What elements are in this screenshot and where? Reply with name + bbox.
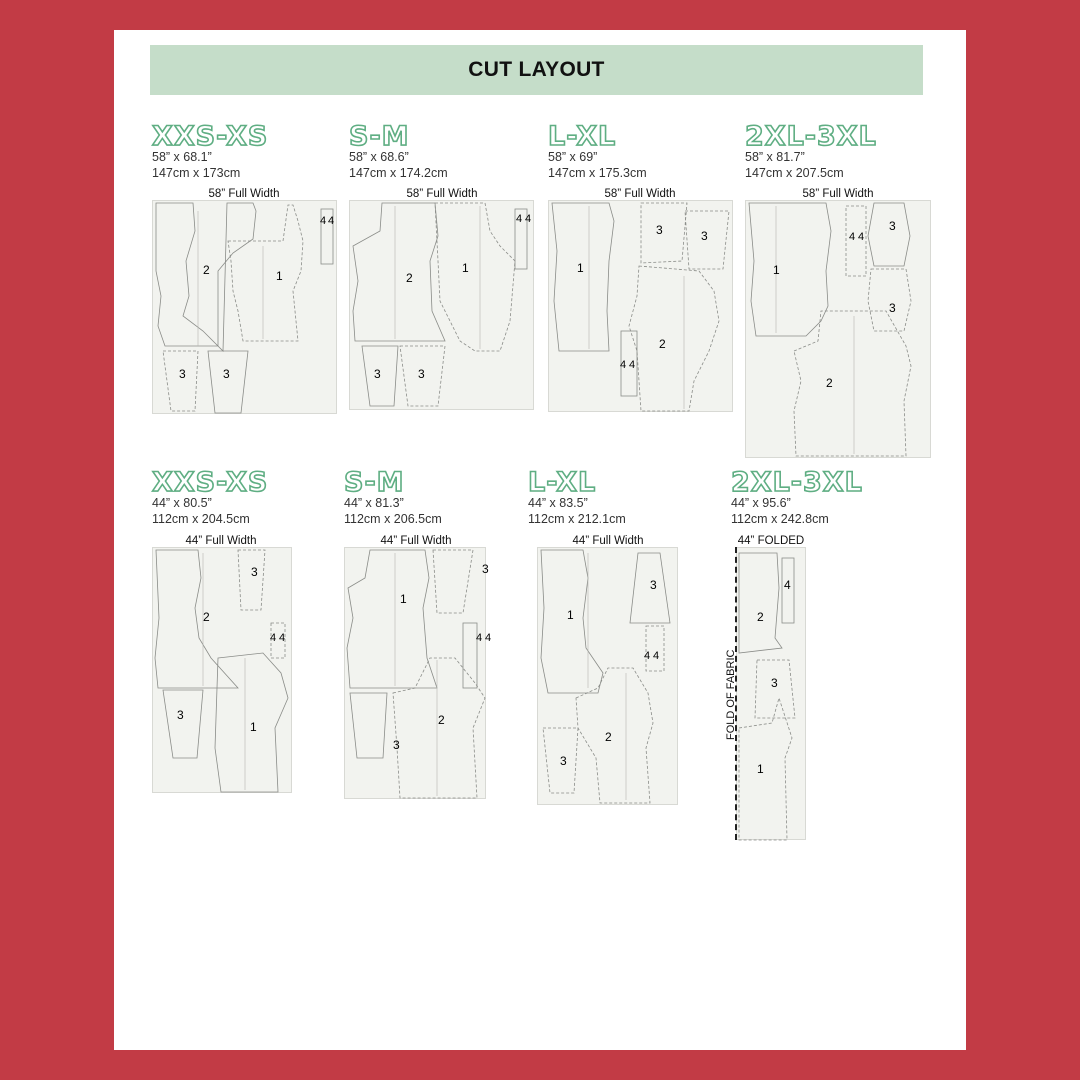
piece-number: 4 [328, 215, 335, 227]
fabric-layout-r2-l-xl [537, 547, 678, 805]
dimension-imperial: 58” x 81.7” [745, 150, 805, 164]
dimension-metric: 147cm x 173cm [152, 166, 241, 180]
size-label: 2XL-3XL [745, 121, 877, 152]
dimension-imperial: 58” x 69” [548, 150, 598, 164]
dimension-metric: 147cm x 174.2cm [349, 166, 448, 180]
piece-number: 3 [771, 676, 778, 690]
piece-number: 2 [203, 263, 210, 277]
piece-number: 4 [485, 632, 492, 644]
piece-number: 1 [773, 263, 780, 277]
dimension-metric: 147cm x 175.3cm [548, 166, 647, 180]
piece-number: 3 [482, 562, 489, 576]
fabric-layout-r1-2xl-3xl [745, 200, 931, 458]
piece-number: 4 [279, 632, 286, 644]
pattern-pieces [153, 548, 293, 794]
piece-number: 4 [476, 632, 483, 644]
piece-number: 3 [223, 367, 230, 381]
piece-number: 1 [250, 720, 257, 734]
piece-number: 4 [858, 231, 865, 243]
dimension-metric: 147cm x 207.5cm [745, 166, 844, 180]
piece-number: 3 [177, 708, 184, 722]
dimension-imperial: 44” x 95.6” [731, 496, 791, 510]
piece-number: 1 [462, 261, 469, 275]
piece-number: 3 [393, 738, 400, 752]
piece-number: 4 [270, 632, 277, 644]
piece-number: 2 [438, 713, 445, 727]
dimension-imperial: 58” x 68.6” [349, 150, 409, 164]
piece-number: 3 [889, 219, 896, 233]
fabric-layout-r1-s-m [349, 200, 534, 410]
piece-number: 4 [525, 213, 532, 225]
page-title: CUT LAYOUT [150, 45, 923, 95]
piece-number: 3 [889, 301, 896, 315]
piece-number: 3 [418, 367, 425, 381]
fabric-width-label: 44” Full Width [572, 535, 644, 547]
size-label: XXS-XS [152, 121, 269, 152]
piece-number: 3 [656, 223, 663, 237]
pattern-sheet [114, 30, 966, 1050]
piece-number: 4 [653, 650, 660, 662]
fabric-width-label: 58” Full Width [208, 188, 280, 200]
piece-number: 4 [644, 650, 651, 662]
pattern-pieces [746, 201, 932, 459]
fabric-width-label: 58” Full Width [604, 188, 676, 200]
fold-of-fabric-label: FOLD OF FABRIC [725, 649, 737, 740]
piece-number: 4 [620, 359, 627, 371]
piece-number: 2 [605, 730, 612, 744]
dimension-metric: 112cm x 212.1cm [528, 512, 626, 526]
piece-number: 3 [179, 367, 186, 381]
piece-number: 4 [629, 359, 636, 371]
piece-number: 1 [757, 762, 764, 776]
pattern-pieces [153, 201, 338, 415]
size-label: S-M [344, 467, 405, 498]
piece-number: 2 [659, 337, 666, 351]
piece-number: 3 [251, 565, 258, 579]
pattern-pieces [345, 548, 487, 800]
fabric-layout-r2-xxs-xs [152, 547, 292, 793]
fabric-width-label: 44” Full Width [185, 535, 257, 547]
piece-number: 3 [701, 229, 708, 243]
piece-number: 3 [560, 754, 567, 768]
dimension-metric: 112cm x 242.8cm [731, 512, 829, 526]
dimension-metric: 112cm x 206.5cm [344, 512, 442, 526]
pattern-pieces [737, 548, 807, 841]
piece-number: 2 [826, 376, 833, 390]
piece-number: 4 [849, 231, 856, 243]
piece-number: 1 [276, 269, 283, 283]
fabric-width-label: 58” Full Width [406, 188, 478, 200]
piece-number: 1 [400, 592, 407, 606]
piece-number: 4 [320, 215, 327, 227]
piece-number: 4 [784, 578, 791, 592]
piece-number: 1 [577, 261, 584, 275]
fabric-layout-r1-l-xl [548, 200, 733, 412]
piece-number: 3 [374, 367, 381, 381]
size-label: XXS-XS [152, 467, 269, 498]
fabric-width-label: 58” Full Width [802, 188, 874, 200]
dimension-imperial: 44” x 81.3” [344, 496, 404, 510]
piece-number: 4 [516, 213, 523, 225]
fabric-layout-r2-s-m [344, 547, 492, 799]
fabric-layout-r1-xxs-xs [152, 200, 337, 414]
size-label: 2XL-3XL [731, 467, 863, 498]
piece-number: 3 [650, 578, 657, 592]
size-label: S-M [349, 121, 410, 152]
dimension-imperial: 44” x 83.5” [528, 496, 588, 510]
piece-number: 2 [406, 271, 413, 285]
dimension-metric: 112cm x 204.5cm [152, 512, 250, 526]
fabric-layout-r2-2xl-3xl-folded [736, 547, 806, 840]
piece-number: 2 [757, 610, 764, 624]
dimension-imperial: 44” x 80.5” [152, 496, 212, 510]
fabric-width-label: 44” Full Width [380, 535, 452, 547]
piece-number: 1 [567, 608, 574, 622]
size-label: L-XL [548, 121, 617, 152]
piece-number: 2 [203, 610, 210, 624]
fabric-folded-label: 44” FOLDED [737, 535, 805, 547]
dimension-imperial: 58” x 68.1” [152, 150, 212, 164]
size-label: L-XL [528, 467, 597, 498]
